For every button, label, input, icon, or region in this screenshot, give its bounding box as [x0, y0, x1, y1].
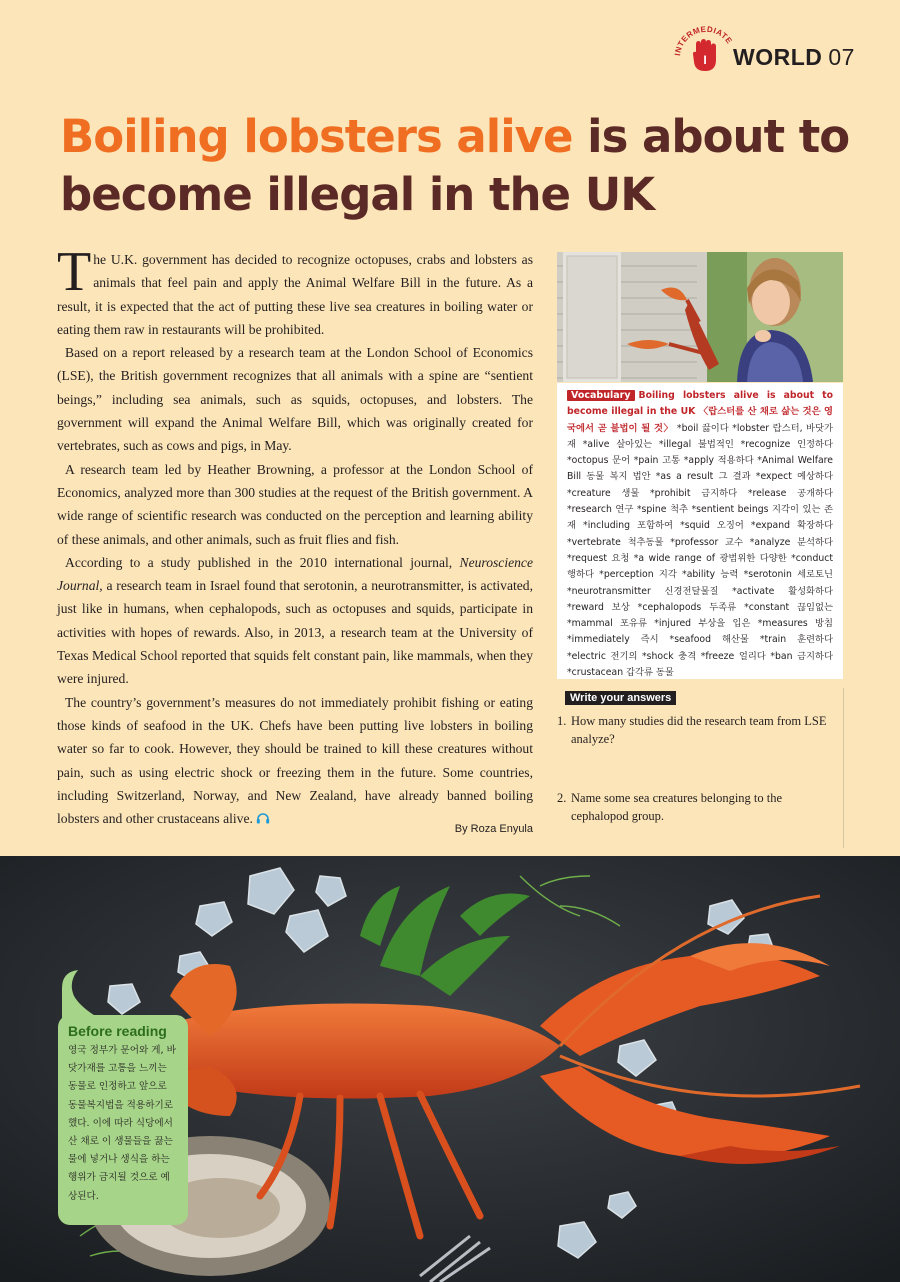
paragraph-5: The country’s government’s measures do not immediately prohibit fishing or eating those kinds of seafood in the UK. Chefs have been putting live lobsters in boiling water so far to cook. However, they should be trained to kill these creatures without pain, such as using electric shock or freezing them in the future. Some countries, including Switzerland, Norway, and New Zealand, have already banned boiling lobsters and other crustaceans alive.	[57, 694, 533, 827]
question-2: 2. Name some sea creatures belonging to the cephalopod group.	[557, 791, 783, 823]
level-text: INTERMEDIATE	[673, 24, 734, 57]
vocabulary-tag: Vocabulary	[567, 390, 635, 401]
title-rest: is about to become illegal in the UK	[60, 110, 850, 221]
girl-with-lobster-photo	[557, 252, 843, 382]
page-number: 07	[828, 44, 855, 70]
vocabulary-heading: Boiling lobsters alive is about to become illegal in the UK 〈랍스터를 산 채로 삶는 것은 영국에서 곧 불법이 될 것〉	[567, 390, 833, 434]
vocabulary-box	[557, 383, 843, 679]
answers-tag: Write your answers	[565, 691, 676, 705]
headphone-icon[interactable]	[256, 812, 270, 824]
journal-name: Neuroscience Journal	[57, 554, 533, 594]
drop-cap: T	[57, 241, 92, 303]
hand-icon	[692, 38, 718, 72]
section-name: WORLD	[733, 44, 823, 70]
svg-text:I: I	[703, 53, 707, 67]
before-reading-text: 영국 정부가 문어와 게, 바닷가재를 고통을 느끼는 동물로 인정하고 앞으로 동물복지법을 적용하기로 했다. 이에 따라 식당에서 산 채로 이 생물들을 끓는 물에 넣거나 생식을 하는 행위가 금지될 것으로 예상된다.	[68, 1045, 176, 1202]
title-highlight: Boiling lobsters alive	[60, 110, 573, 163]
byline: By Roza Enyula	[454, 823, 533, 835]
article-title	[60, 108, 860, 224]
question-1: 1. How many studies did the research team from LSE analyze?	[557, 714, 827, 746]
paragraph-2: Based on a report released by a research team at the London School of Economics (LSE), the British government recognizes that all animals with a spine are “sentient beings,” including sea animals, such as squids, octopuses, and lobsters. The government will expand the Animal Welfare Bill, which was originally created for vertebrates, such as cows and pigs, in May.	[57, 345, 533, 454]
article-body	[57, 241, 533, 830]
before-reading-box	[58, 1015, 188, 1225]
paragraph-3: A research team led by Heather Browning, a professor at the London School of Economics, analyzed more than 300 studies at the request of the British government. A wide range of scientific research was conducted on the perception and learning ability of these animals, and other animals, such as fruit flies and fish.	[57, 461, 533, 547]
vocabulary-list: *boil 끓이다 *lobster 랍스터, 바닷가재 *alive 살아있는 *illegal 불법적인 *recognize 인정하다 *octopus 문어 *pain 고통 *apply 적용하다 *Animal Welfare Bill 동물 복지 법안 *as a result 그 결과 *expect 예상하다 *creature 생물 *prohibit 금지하다 *release 공개하다 *research 연구 *spine 척추 *sentient beings 지각이 있는 존재 *including 포함하여 *squid 오징어 *expand 확장하다 *vertebrate 척추동물 *professor 교수 *analyze 분석하다 *request 요청 *a wide range of 광범위한 다양한 *conduct 행하다 *perception 지각 *ability 능력 *serotonin 세로토닌 *neurotransmitter 신경전달물질 *activate 활성화하다 *reward 보상 *cephalopods 두족류 *constant 끊임없는 *mammal 포유류 *injured 부상을 입은 *measures 방침 *immediately 즉시 *seafood 해산물 *train 훈련하다 *electric 전기의 *shock 충격 *freeze 얼리다 *ban 금지하다 *crustacean 갑각류 동물	[567, 422, 833, 679]
before-reading-heading: Before reading	[68, 1023, 167, 1039]
section-label	[733, 44, 855, 71]
paragraph-4: According to a study published in the 2010 international journal, Neuroscience Journal, a research team in Israel found that serotonin, a neurotransmitter, is activated, just like in humans, when cephalopods, such as octopuses and squids, participate in activities with hopes of rewards. Also, in 2013, a research team at the University of Texas Medical School reported that squids felt constant pain, like mammals, when they were injured.	[57, 554, 533, 687]
paragraph-1: The U.K. government has decided to recognize octopuses, crabs and lobsters as animals that feel pain and apply the Animal Welfare Bill in the future. As a result, it is expected that the act of putting these live sea creatures in boiling water or eating them raw in restaurants will be prohibited.	[57, 241, 533, 337]
